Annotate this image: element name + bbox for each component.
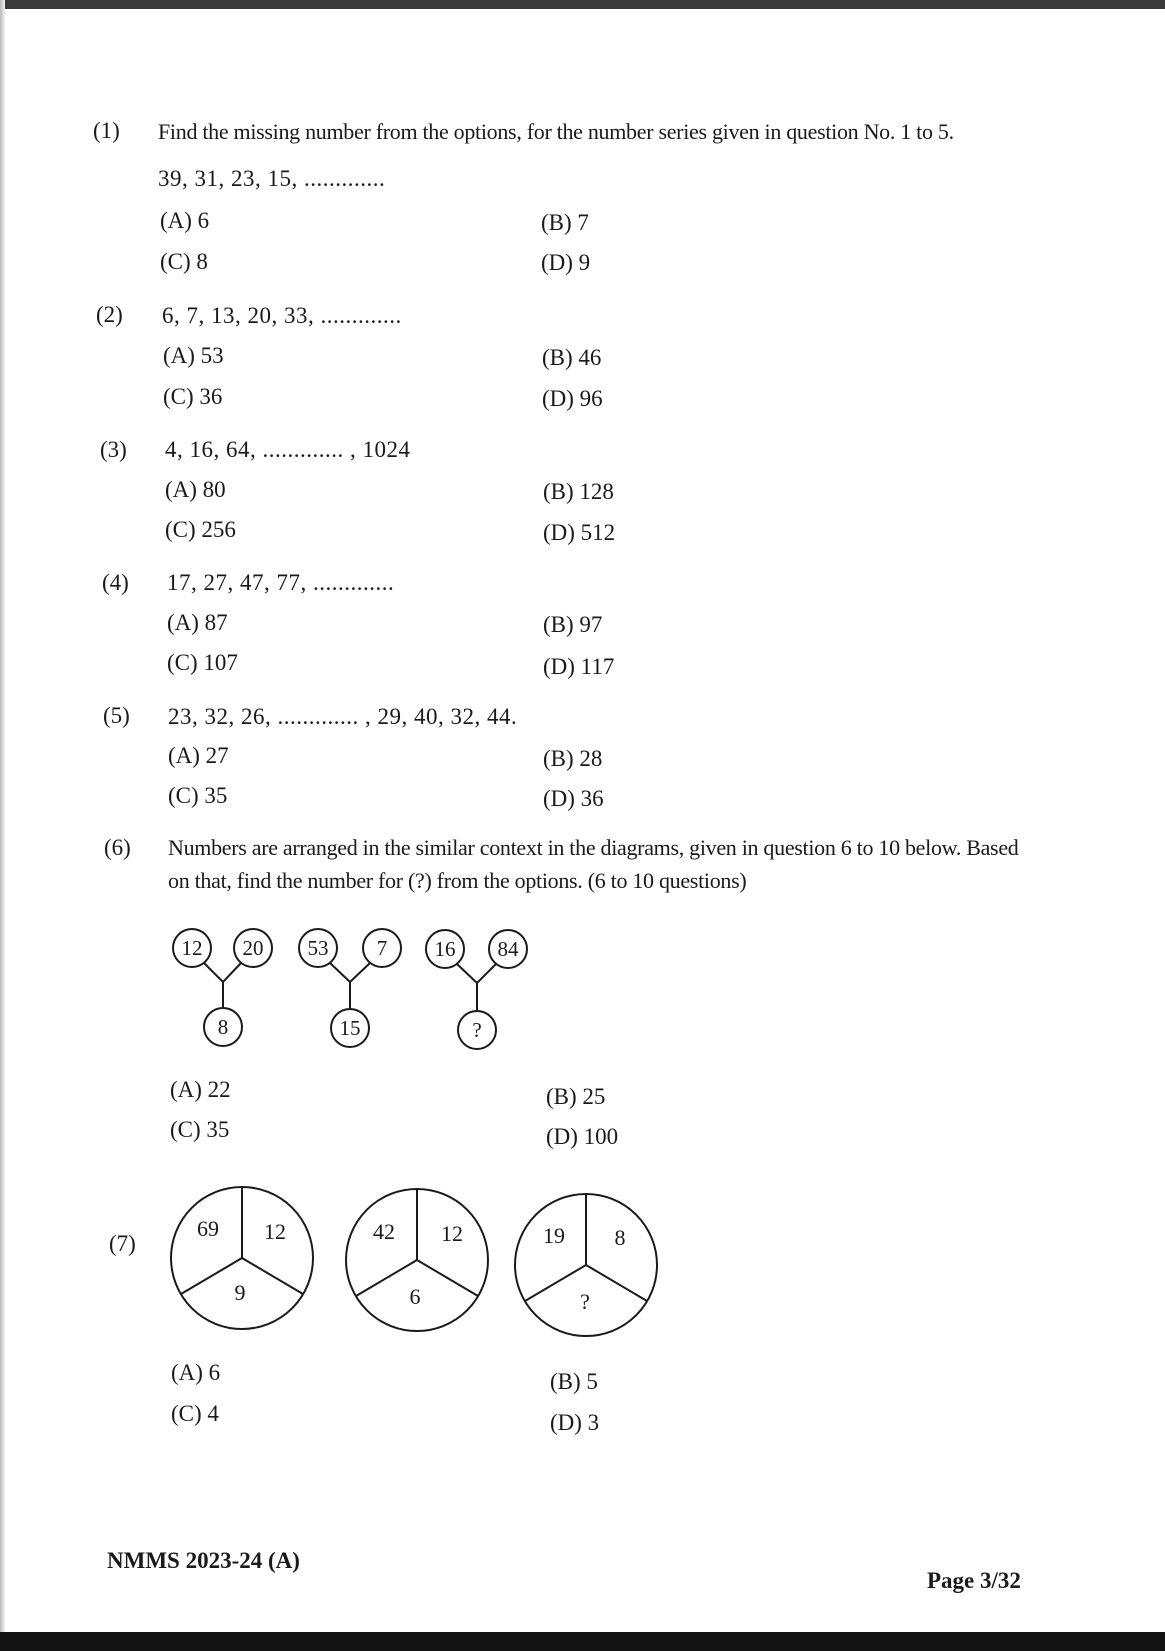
option-d: (D) 36 — [543, 786, 604, 811]
number-series: 23, 32, 26, ............. , 29, 40, 32, 44. — [168, 704, 518, 729]
option-c: (C) 35 — [170, 1117, 230, 1142]
tree1-top-right-value: 20 — [242, 936, 264, 960]
option-a: (A) 53 — [163, 343, 224, 368]
option-a: (A) 6 — [160, 208, 210, 233]
number-series: 17, 27, 47, 77, ............. — [167, 570, 395, 595]
tree1-branch — [204, 963, 241, 982]
tree3-top-right-value: 84 — [497, 937, 519, 961]
option-b: (B) 46 — [542, 345, 602, 370]
question-text-line2: on that, find the number for (?) from the options. (6 to 10 questions) — [168, 868, 747, 893]
circle2-left-value: 42 — [373, 1219, 395, 1244]
option-b: (B) 28 — [543, 746, 603, 771]
option-a: (A) 80 — [165, 477, 226, 502]
number-series: 6, 7, 13, 20, 33, ............. — [162, 303, 402, 328]
circle1-right-value: 12 — [264, 1219, 286, 1244]
option-a: (A) 87 — [167, 610, 228, 635]
option-a: (A) 27 — [168, 743, 229, 768]
option-d: (D) 117 — [543, 654, 615, 679]
question-text-line1: Numbers are arranged in the similar context in the diagrams, given in question 6 to 10 below. Based — [168, 835, 1019, 860]
scan-bottom-edge — [0, 1632, 1165, 1651]
option-d: (D) 96 — [542, 386, 603, 411]
circle1-left-value: 69 — [197, 1216, 219, 1241]
circle2-divider-right — [417, 1260, 478, 1296]
option-d: (D) 3 — [550, 1410, 600, 1435]
q7-circle-diagrams — [165, 1170, 665, 1350]
question-number: (2) — [96, 302, 123, 327]
circle3-divider-left — [525, 1265, 586, 1301]
option-d: (D) 512 — [543, 520, 616, 545]
question-number: (6) — [104, 835, 131, 860]
circle3-right-value: 8 — [614, 1225, 626, 1250]
question-number: (7) — [109, 1231, 136, 1256]
option-c: (C) 107 — [167, 650, 238, 675]
question-text: Find the missing number from the options, for the number series given in question No. 1 to 5. — [158, 119, 954, 144]
tree3-bottom-value: ? — [472, 1018, 482, 1042]
circle2-right-value: 12 — [441, 1221, 463, 1246]
q6-tree-diagrams — [160, 920, 540, 1060]
tree2-top-left-value: 53 — [307, 936, 329, 960]
circle2-bottom-value: 6 — [409, 1284, 421, 1309]
question-number: (4) — [102, 570, 129, 595]
circle1-divider-right — [242, 1258, 303, 1294]
option-c: (C) 4 — [171, 1401, 219, 1426]
tree2-top-right-value: 7 — [376, 936, 388, 960]
tree2-branch — [330, 963, 370, 982]
question-number: (5) — [103, 703, 130, 728]
option-b: (B) 97 — [543, 612, 603, 637]
number-series: 39, 31, 23, 15, ............. — [158, 166, 386, 191]
option-c: (C) 8 — [160, 249, 208, 274]
option-b: (B) 7 — [541, 210, 589, 235]
scan-top-edge — [0, 0, 1165, 9]
question-number: (3) — [100, 437, 127, 462]
option-b: (B) 25 — [546, 1084, 606, 1109]
tree1-top-left-value: 12 — [181, 936, 203, 960]
circle2-divider-left — [356, 1260, 417, 1296]
option-b: (B) 128 — [543, 479, 614, 504]
circle3-left-value: 19 — [543, 1223, 565, 1248]
option-c: (C) 256 — [165, 517, 236, 542]
option-d: (D) 100 — [546, 1124, 619, 1149]
tree3-top-left-value: 16 — [434, 937, 456, 961]
circle3-bottom-value: ? — [580, 1289, 590, 1314]
option-b: (B) 5 — [550, 1369, 598, 1394]
circle1-bottom-value: 9 — [234, 1280, 246, 1305]
circle1-divider-left — [181, 1258, 242, 1294]
tree1-bottom-value: 8 — [217, 1015, 229, 1039]
page-number: Page 3/32 — [927, 1568, 1021, 1593]
exam-code: NMMS 2023-24 (A) — [107, 1548, 300, 1573]
tree2-bottom-value: 15 — [339, 1016, 361, 1040]
option-c: (C) 36 — [163, 384, 223, 409]
circle3-divider-right — [586, 1265, 647, 1301]
option-a: (A) 22 — [170, 1077, 231, 1102]
scan-left-edge — [0, 0, 5, 1651]
option-c: (C) 35 — [168, 783, 228, 808]
option-d: (D) 9 — [541, 250, 591, 275]
question-number: (1) — [93, 118, 120, 143]
number-series: 4, 16, 64, ............. , 1024 — [165, 437, 411, 462]
option-a: (A) 6 — [171, 1360, 221, 1385]
tree3-branch — [457, 964, 496, 983]
